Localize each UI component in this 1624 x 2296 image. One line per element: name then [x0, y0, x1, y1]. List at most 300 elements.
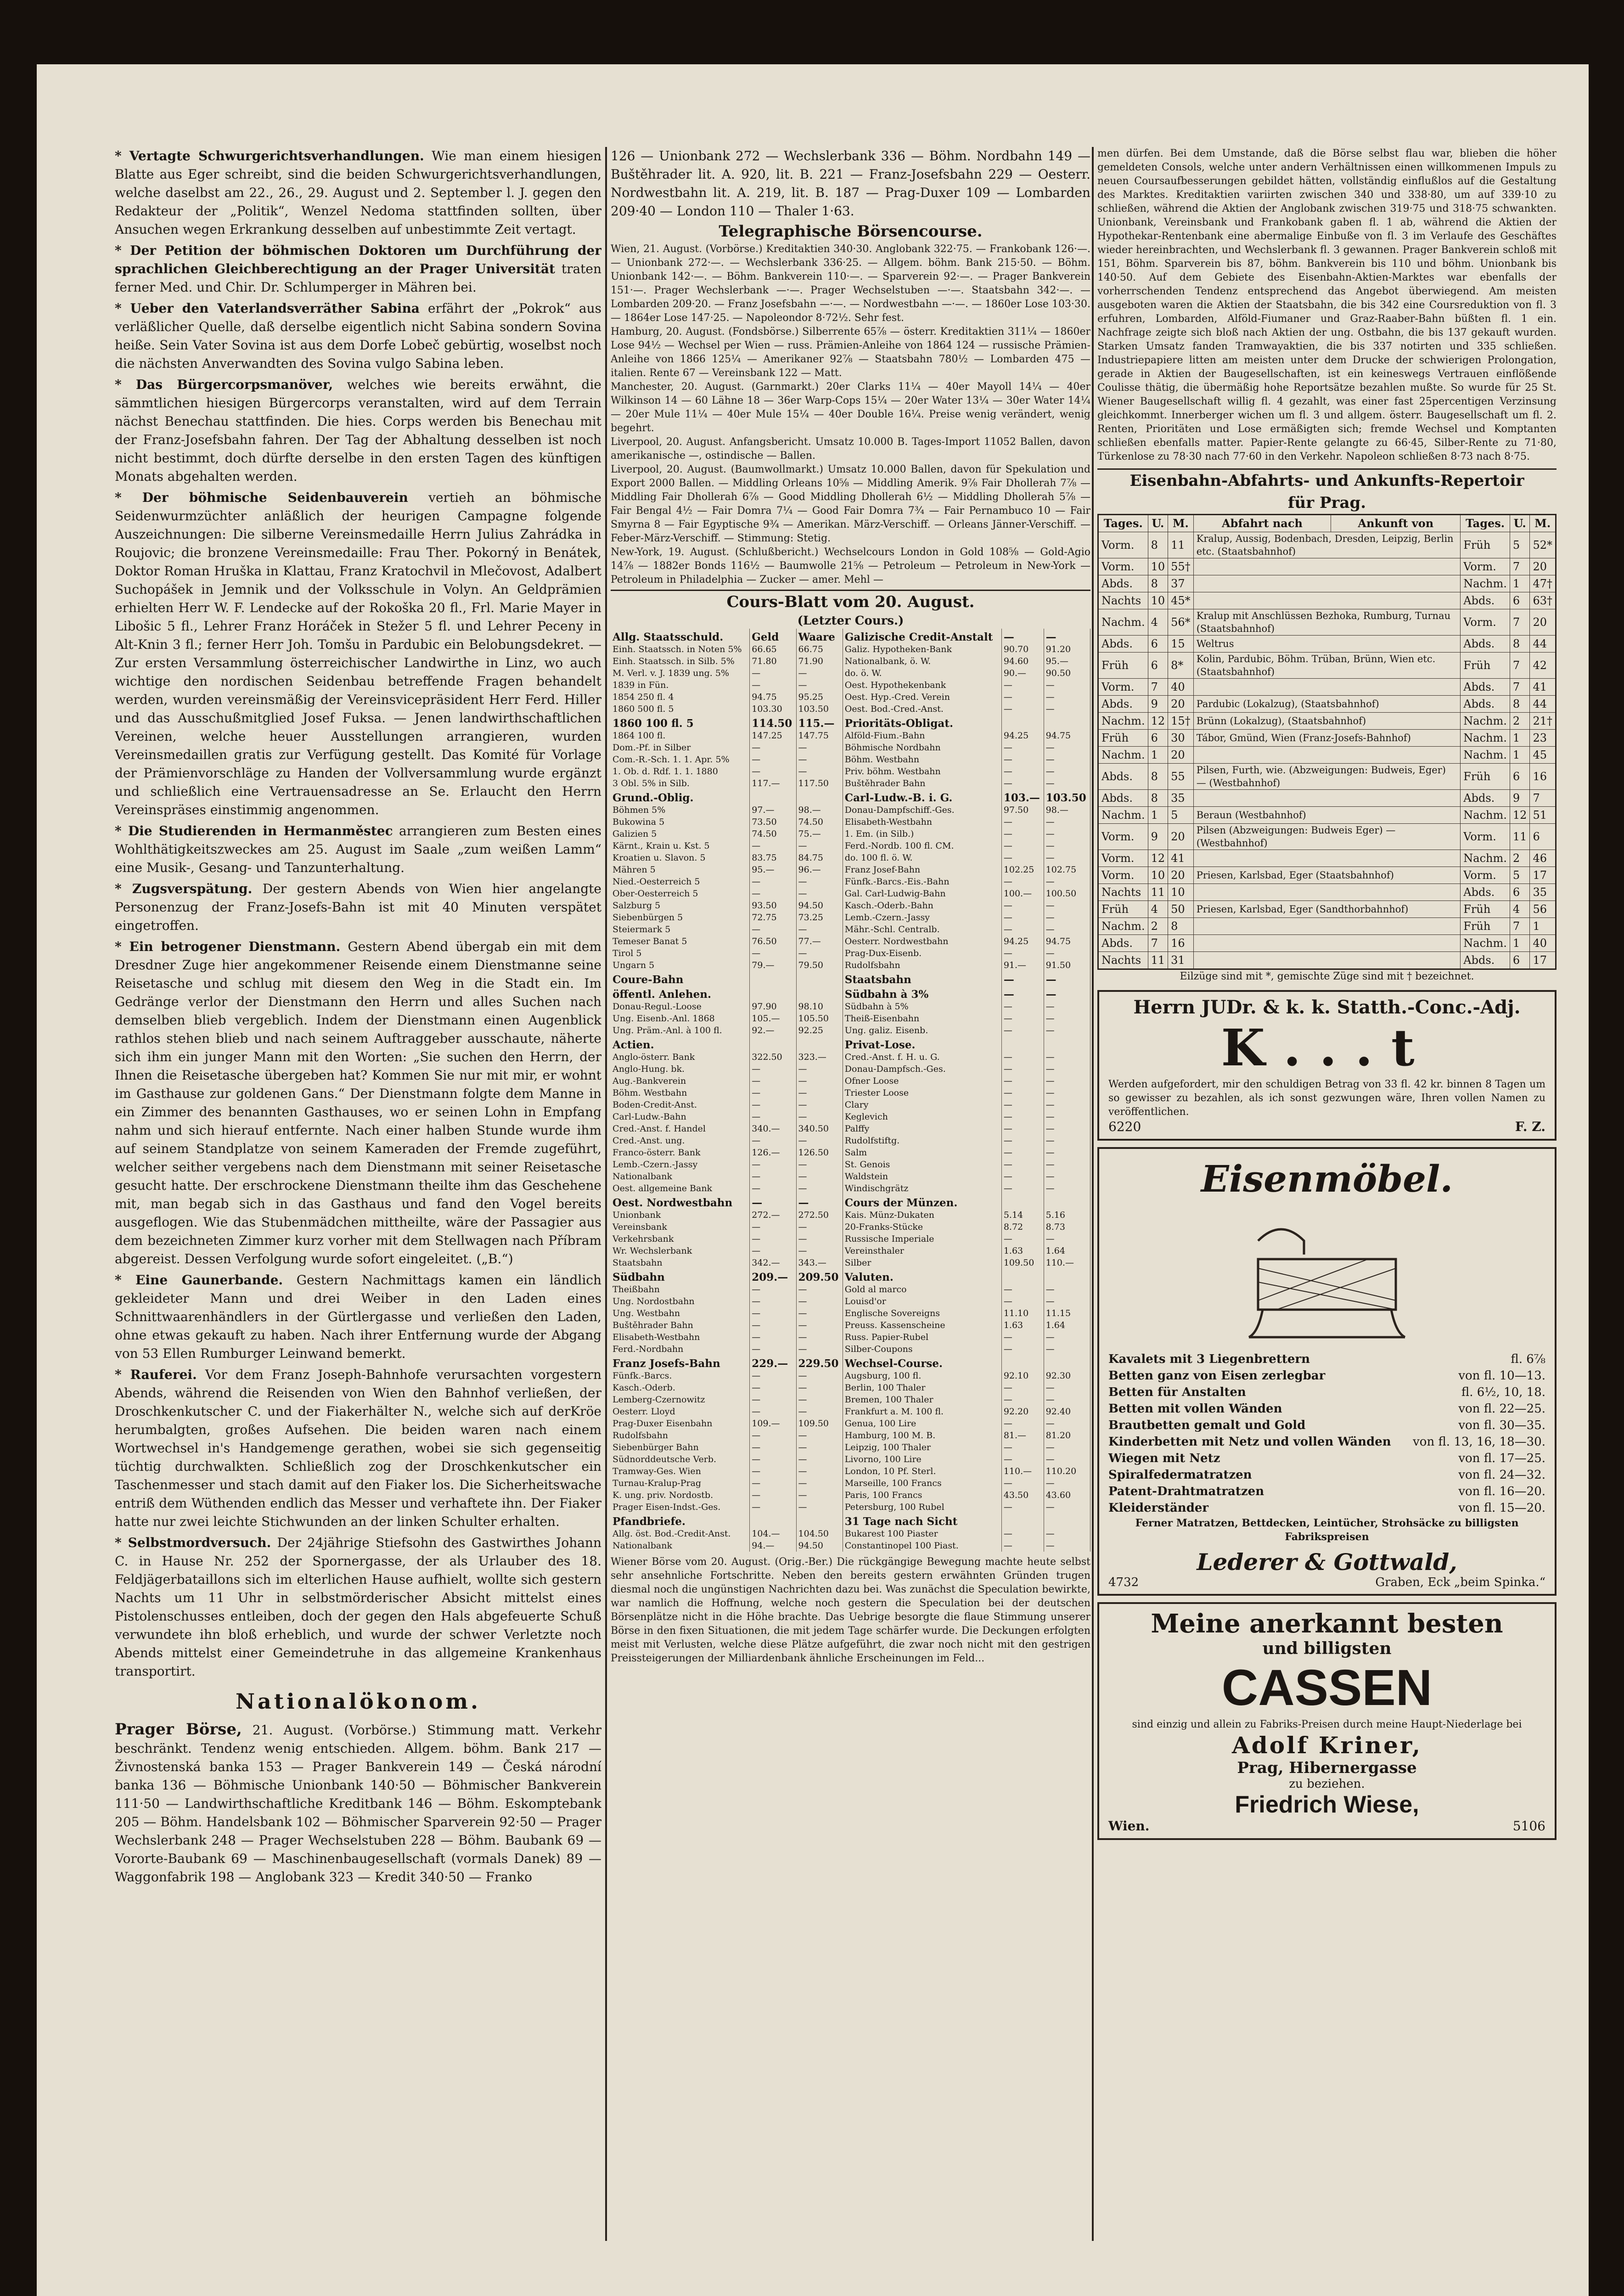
course-cell: —: [750, 1135, 796, 1147]
course-cell: Fünfk.-Barcs.-Eis.-Bahn: [843, 876, 1001, 888]
course-cell: —: [1044, 1159, 1090, 1171]
course-cell: Wechsel-Course.: [843, 1355, 1001, 1370]
timetable-header: Tages.: [1098, 515, 1148, 532]
course-cell: Lemb.-Czern.-Jassy: [843, 912, 1001, 923]
course-cell: Englische Sovereigns: [843, 1307, 1001, 1319]
course-cell: —: [1001, 1051, 1044, 1063]
course-cell: Actien.: [611, 1036, 750, 1051]
course-cell: Rudolfstiftg.: [843, 1135, 1001, 1147]
course-cell: Kais. Münz-Dukaten: [843, 1209, 1001, 1221]
course-cell: —: [1044, 1477, 1090, 1489]
news-item: [115, 822, 601, 877]
timetable-cell: 12: [1148, 850, 1168, 867]
course-cell: —: [1001, 1135, 1044, 1147]
timetable-row: [1098, 575, 1556, 592]
course-cell: [750, 971, 796, 986]
course-cell: 229.—: [750, 1355, 796, 1370]
course-cell: —: [796, 1343, 843, 1355]
timetable-cell: 6: [1148, 636, 1168, 653]
course-cell: —: [1001, 1501, 1044, 1513]
ad-number: 5106: [1512, 1818, 1545, 1834]
boerse-text: 21. August. (Vorbörse.) Stimmung matt. Verkehr beschränkt. Tendenz wenig entschieden. Allgem. böhm. Bank 217 — Živnostenská banka 153 — Prager Bankverein 149 — Česká národní banka 136 — Böhmische Unionbank 140·50 — Böhmischer Bankverein 111·50 — Landwirthschaftliche Kreditbank 146 — Böhm. Eskomptebank 205 — Böhm. Handelsbank 102 — Böhmischer Sparverein 92·50 — Prager Wechslerbank 248 — Prager Wechselstuben 228 — Böhm. Baubank 69 — Vororte-Baubank 69 — Maschinenbaugesellschaft (vormals Danek) 89 — Waggonfabrik 198 — Anglobank 323 — Kredit 340·50 — Franko: [115, 1722, 601, 1885]
course-cell: 94.25: [1001, 730, 1044, 742]
price-label: Spiralfedermatratzen: [1108, 1468, 1252, 1482]
course-cell: —: [750, 1245, 796, 1257]
timetable-cell: [1193, 790, 1461, 807]
course-cell: Prager Eisen-Indst.-Ges.: [611, 1501, 750, 1513]
course-cell: Steiermark 5: [611, 923, 750, 935]
timetable-cell: Kralup mit Anschlüssen Bezhoka, Rumburg, Turnau (Staatsbahnhof): [1193, 609, 1461, 636]
news-item-text: Gestern Abend übergab ein mit dem Dresdner Zuge hier angekommener Reisende einem Dienstmanne seine Reisetasche und schlug mit diesem den Weg in die Stadt ein. Im Gedränge verlor der Dienstmann den Herrn und alles Suchen nach demselben blieb vergeblich. Indem der Dienstmann einen Augenblick rathlos stehen blieb und nach seinem Auftraggeber ausschaute, näherte sich ihm ein junger Mann mit den Worten: „Sie suchen den Herrn, der Ihnen die Reisetasche übergeben hat? Kommen Sie nur mit mir, er wohnt im Gasthause zur goldenen Gans.“ Der Dienstmann folgte dem Manne in ein Zimmer des benannten Gasthauses, wo er seinen Lohn in Empfang nahm und sich hierauf entfernte. Nach einer halben Stunde wurde ihm auf seinem Standplatze von seinem Kameraden der Fremde zugeführt, welcher seither vergebens nach dem Dienstmann mit seiner Reisetasche gesucht hatte. Der erschrockene Dienstmann theilte ihm das Geschehene mit, man begab sich in das Gasthaus und fand den Vogel bereits ausgeflogen. Wie das Stubenmädchen mittheilte, wäre der Passagier aus dem bezeichneten Zimmer kurz vorher mit dem Stellwagen nach Příbram abgereist. Dessen Verfolgung wurde sofort eingeleitet. („B.“): [115, 939, 601, 1266]
price-row: [1108, 1384, 1545, 1401]
course-cell: 1860 100 fl. 5: [611, 715, 750, 730]
course-cell: 98.—: [796, 804, 843, 816]
ad-address: zu beziehen.: [1289, 1777, 1365, 1791]
timetable-cell: Vorm.: [1098, 867, 1148, 884]
news-item-title: * Eine Gaunerbande.: [115, 1272, 283, 1288]
course-row: [611, 828, 1090, 840]
course-cell: Kasch.-Oderb.-Bahn: [843, 900, 1001, 912]
course-cell: —: [1044, 1051, 1090, 1063]
timetable-note: Eilzüge sind mit *, gemischte Züge sind mit † bezeichnet.: [1180, 971, 1474, 982]
course-cell: 1854 250 fl. 4: [611, 691, 750, 703]
course-cell: —: [1044, 1233, 1090, 1245]
course-cell: Cred.-Anst. ung.: [611, 1135, 750, 1147]
timetable-cell: 40: [1530, 935, 1556, 952]
news-item-text: welches wie bereits erwähnt, die sämmtlichen hiesigen Bürgercorps veranstalten, wird auf dem Terrain nächst Benechau stattfinden. Die hies. Corps werden bis Benechau mit der Franz-Josefsbahn fahren. Der Tag der Abhaltung desselben ist noch nicht bestimmt, doch dürfte derselbe in den ersten Tagen des künftigen Monats abgehalten werden.: [115, 377, 601, 484]
timetable-row: [1098, 918, 1556, 935]
timetable-cell: Nachts: [1098, 952, 1148, 969]
course-cell: —: [750, 888, 796, 900]
article-text: men dürfen. Bei dem Umstande, daß die Börse selbst flau war, blieben die höher gemeldeten Consols, welche unter andern Verhältnissen einen willkommenen Impuls zu neuen Coursaufbesserungen gebildet hätten, vollständig einflußlos auf die Gestaltung des Marktes. Kreditaktien variirten zwischen 340 und 338·80, um auf 339·10 zu schließen, während die Aktien der Anglobank zwischen 319·75 und 318·75 schwankten. Unionbank, Vereinsbank und Frankobank gaben fl. 1 ab, während die Aktien der Hypothekar-Rentenbank eine abermalige Einbuße von fl. 3 im Verlaufe des Geschäftes wieder hereinbrachten, und Wechslerbank fl. 3 gewannen. Prager Bankverein schloß mit 151, Böhm. Sparverein bis 87, böhm. Bankverein bis 110 und böhm. Unionbank bis 140·50. Auf dem Gebiete des Eisenbahn-Aktien-Marktes war ebenfalls der vorherrschenden Tendenz entsprechend das Angebot überwiegend. Am meisten ausgeboten waren die Aktien der Staatsbahn, die bis 342 eine Coursreduktion von fl. 3 erfuhren, Lombarden, Alföld-Fiumaner und Graz-Raaber-Bahn büßten fl. 1 ein. Nachfrage zeigte sich bloß nach Aktien der ung. Ostbahn, die bis 137 gekauft wurden. Starken Umsatz fanden Tramwayaktien, die bis 337 notirten und 335 schließen. Industriepapiere litten am meisten unter dem Drucke der schwierigen Prolongation, gerade in Aktien der Baugesellschaften, ist ein keineswegs Vertrauen einflößende Coulisse thätig, die übermäßig hohe Reportsätze bezahlen mußte. So wurde für 25 St. Wiener Baugesellschaft willig fl. 4 gezahlt, was einer fast 25percentigen Verzinsung gleichkommt. Innerberger wichen um fl. 3 und allgem. österr. Baugesellschaft um fl. 2. Renten, Prioritäten und Lose ermäßigten sich; fremde Wechsel und Komptanten schließen ebenfalls matter. Papier-Rente gelangte zu 66·45, Silber-Rente zu 71·80, Türkenlose zu 78·30 nach 77·60 in den Verkehr. Napoleon schließen 8·73 nach 8·75.: [1097, 148, 1557, 462]
course-cell: Ferd.-Nordb. 100 fl. CM.: [843, 840, 1001, 852]
timetable-cell: 21†: [1530, 713, 1556, 730]
course-cell: —: [1044, 1111, 1090, 1123]
timetable-cell: 5: [1168, 807, 1194, 824]
course-cell: Cred.-Anst. f. Handel: [611, 1123, 750, 1135]
course-cell: —: [796, 1331, 843, 1343]
course-cell: —: [1044, 971, 1090, 986]
course-cell: —: [1001, 923, 1044, 935]
course-cell: —: [1044, 1394, 1090, 1406]
course-cell: —: [750, 742, 796, 754]
course-cell: 5.14: [1001, 1209, 1044, 1221]
news-item-text: Der gestern Abends von Wien hier angelangte Personenzug der Franz-Josefs-Bahn ist mit 40 Minuten verspätet eingetroffen.: [115, 881, 601, 933]
course-cell: —: [1044, 1441, 1090, 1453]
timetable-cell: 16: [1530, 764, 1556, 790]
course-row: [611, 789, 1090, 804]
timetable-cell: 2: [1148, 918, 1168, 935]
course-cell: 91.—: [1001, 959, 1044, 971]
timetable-cell: 7: [1510, 558, 1530, 575]
course-cell: —: [750, 1370, 796, 1382]
course-cell: 103.50: [796, 703, 843, 715]
course-cell: 115.—: [796, 715, 843, 730]
course-cell: —: [1044, 629, 1090, 643]
course-row: [611, 1111, 1090, 1123]
ad-big-word: CASSEN: [1221, 1660, 1433, 1716]
course-row: [611, 655, 1090, 667]
course-cell: —: [1044, 1453, 1090, 1465]
course-cell: —: [750, 1194, 796, 1209]
price-value: fl. 6½, 10, 18.: [1461, 1385, 1545, 1399]
course-cell: 100.—: [1001, 888, 1044, 900]
course-cell: —: [1044, 900, 1090, 912]
course-cell: —: [1044, 742, 1090, 754]
course-cell: [1044, 1513, 1090, 1528]
course-row: [611, 1406, 1090, 1418]
course-cell: —: [796, 876, 843, 888]
timetable-cell: 1: [1148, 807, 1168, 824]
course-row: [611, 703, 1090, 715]
news-item: [115, 299, 601, 373]
course-cell: Donau-Regul.-Loose: [611, 1001, 750, 1013]
course-cell: —: [750, 1159, 796, 1171]
timetable-cell: Pardubic (Lokalzug), (Staatsbahnhof): [1193, 696, 1461, 713]
course-cell: do. ö. W.: [843, 667, 1001, 679]
course-cell: 94.50: [796, 1540, 843, 1552]
price-value: von fl. 22—25.: [1458, 1402, 1545, 1416]
timetable-row: [1098, 609, 1556, 636]
price-value: von fl. 24—32.: [1458, 1468, 1545, 1482]
course-cell: —: [1001, 679, 1044, 691]
timetable-cell: 20: [1168, 747, 1194, 764]
course-cell: —: [1001, 1171, 1044, 1182]
price-row: [1108, 1401, 1545, 1417]
course-cell: Oest. Hyp.-Cred. Verein: [843, 691, 1001, 703]
course-cell: K. ung. priv. Nordostb.: [611, 1489, 750, 1501]
course-cell: —: [1044, 852, 1090, 864]
course-cell: Leipzig, 100 Thaler: [843, 1441, 1001, 1453]
course-cell: Galizien 5: [611, 828, 750, 840]
timetable-row: [1098, 747, 1556, 764]
course-cell: —: [750, 1465, 796, 1477]
timetable-cell: 11: [1148, 884, 1168, 901]
timetable-row: [1098, 935, 1556, 952]
price-row: [1108, 1351, 1545, 1367]
course-cell: —: [1044, 1382, 1090, 1394]
course-cell: —: [796, 1465, 843, 1477]
course-cell: —: [796, 1111, 843, 1123]
course-cell: Oest. Nordwestbahn: [611, 1194, 750, 1209]
timetable-cell: 4: [1148, 609, 1168, 636]
crib-illustration: [1108, 1213, 1545, 1342]
course-cell: do. 100 fl. ö. W.: [843, 852, 1001, 864]
course-cell: —: [796, 1489, 843, 1501]
news-item: [115, 1366, 601, 1531]
course-cell: —: [750, 1221, 796, 1233]
timetable-cell: Priesen, Karlsbad, Eger (Sandthorbahnhof): [1193, 901, 1461, 918]
ad-number: 6220: [1108, 1119, 1141, 1134]
coursblatt-title: Cours-Blatt vom 20. August.: [611, 590, 1090, 613]
newspaper-page: [37, 64, 1589, 2296]
ad-text: Werden aufgefordert, mir den schuldigen Betrag von 33 fl. 42 kr. binnen 8 Tagen um so gewisser zu bezahlen, als ich sonst gezwungen wäre, Ihren vollen Namen zu veröffentlichen.: [1108, 1079, 1545, 1118]
timetable-cell: 7: [1510, 653, 1530, 679]
course-cell: —: [796, 1429, 843, 1441]
timetable-cell: Vorm.: [1098, 850, 1148, 867]
course-cell: —: [1044, 1171, 1090, 1182]
ad-number: 4732: [1108, 1576, 1139, 1589]
course-row: [611, 765, 1090, 777]
timetable-cell: Nachm.: [1461, 935, 1510, 952]
course-cell: —: [1044, 1135, 1090, 1147]
course-cell: Prag-Duxer Eisenbahn: [611, 1418, 750, 1429]
timetable-header: Tages.: [1461, 515, 1510, 532]
course-cell: —: [750, 1382, 796, 1394]
course-cell: Wr. Wechslerbank: [611, 1245, 750, 1257]
course-cell: —: [1044, 1343, 1090, 1355]
course-cell: [1044, 715, 1090, 730]
course-row: [611, 1453, 1090, 1465]
section-heading: Telegraphische Börsencourse.: [719, 222, 983, 241]
course-cell: 100.50: [1044, 888, 1090, 900]
course-cell: —: [1044, 912, 1090, 923]
timetable-cell: Kolin, Pardubic, Böhm. Trüban, Brünn, Wien etc. (Staatsbahnhof): [1193, 653, 1461, 679]
course-cell: 1.64: [1044, 1319, 1090, 1331]
column-stock-exchange: [611, 147, 1090, 2241]
course-cell: [750, 1513, 796, 1528]
course-cell: Franz Josef-Bahn: [843, 864, 1001, 876]
timetable-header: M.: [1168, 515, 1194, 532]
course-cell: —: [1001, 971, 1044, 986]
course-cell: —: [1044, 840, 1090, 852]
course-row: [611, 1441, 1090, 1453]
course-cell: [796, 986, 843, 1001]
timetable-cell: Nachm.: [1098, 713, 1148, 730]
timetable-cell: Früh: [1098, 730, 1148, 747]
course-row: [611, 1194, 1090, 1209]
course-cell: Marseille, 100 Francs: [843, 1477, 1001, 1489]
course-cell: 73.50: [750, 816, 796, 828]
course-row: [611, 888, 1090, 900]
timetable-cell: 4: [1148, 901, 1168, 918]
news-item-text: Gestern Nachmittags kamen ein ländlich gekleideter Mann und drei Weiber in den Laden eines Schnittwaarenhändlers in der Gürtlergasse und verließen den Laden, ohne etwas gekauft zu haben. Nach ihrer Entfernung wurde der Abgang von 53 Ellen Rumburger Leinwand bemerkt.: [115, 1272, 601, 1361]
timetable-cell: Abds.: [1098, 575, 1148, 592]
course-cell: M. Verl. v. J. 1839 ung. 5%: [611, 667, 750, 679]
course-cell: 343.—: [796, 1257, 843, 1269]
course-cell: —: [796, 1319, 843, 1331]
course-cell: [1001, 1194, 1044, 1209]
timetable-cell: 2: [1510, 713, 1530, 730]
timetable-cell: 8: [1148, 575, 1168, 592]
timetable-cell: Nachts: [1098, 592, 1148, 609]
course-cell: —: [796, 1370, 843, 1382]
article-text: Liverpool, 20. August. Anfangsbericht. Umsatz 10.000 B. Tages-Import 11052 Ballen, davon amerikanische —, ostindische — Ballen.: [611, 436, 1090, 461]
course-cell: 109.50: [1001, 1257, 1044, 1269]
timetable-cell: 8: [1148, 532, 1168, 558]
course-cell: —: [796, 1087, 843, 1099]
course-cell: —: [1001, 1099, 1044, 1111]
course-cell: 3 Obl. 5% in Silb.: [611, 777, 750, 789]
course-cell: Staatsbahn: [611, 1257, 750, 1269]
course-row: [611, 1319, 1090, 1331]
timetable-cell: 7: [1510, 609, 1530, 636]
course-cell: Ung. Präm.-Anl. à 100 fl.: [611, 1024, 750, 1036]
timetable-cell: Vorm.: [1461, 558, 1510, 575]
course-cell: —: [796, 947, 843, 959]
timetable-row: [1098, 532, 1556, 558]
course-row: [611, 1429, 1090, 1441]
course-cell: —: [1001, 1453, 1044, 1465]
course-cell: Russische Imperiale: [843, 1233, 1001, 1245]
course-row: [611, 1024, 1090, 1036]
safes-ad: [1097, 1602, 1557, 1840]
course-cell: —: [1001, 1087, 1044, 1099]
timetable-cell: Weltrus: [1193, 636, 1461, 653]
course-cell: —: [796, 1295, 843, 1307]
course-cell: —: [1044, 1283, 1090, 1295]
course-cell: Lemb.-Czern.-Jassy: [611, 1159, 750, 1171]
course-cell: Südbahn: [611, 1269, 750, 1283]
course-cell: 1. Em. (in Silb.): [843, 828, 1001, 840]
timetable-cell: 8: [1148, 764, 1168, 790]
course-cell: 98.—: [1044, 804, 1090, 816]
timetable-cell: 7: [1530, 790, 1556, 807]
timetable-cell: Nachm.: [1098, 807, 1148, 824]
course-cell: Oesterr. Nordwestbahn: [843, 935, 1001, 947]
course-cell: 105.—: [750, 1013, 796, 1024]
course-cell: Waare: [796, 629, 843, 643]
course-cell: Temeser Banat 5: [611, 935, 750, 947]
news-item-title: * Selbstmordversuch.: [115, 1535, 271, 1550]
timetable-cell: 8: [1168, 918, 1194, 935]
news-item-text: Wie man einem hiesigen Blatte aus Eger schreibt, sind die beiden Schwurgerichtsverhandlungen, welche daselbst am 22., 26., 29. August und 2. September l. J. gegen den Redakteur der „Politik“, Wenzel Nedoma stattfinden sollten, über Ansuchen wegen Erkrankung desselben auf unbestimmte Zeit vertagt.: [115, 148, 601, 237]
course-cell: —: [750, 1307, 796, 1319]
course-row: [611, 1418, 1090, 1429]
timetable-cell: [1193, 592, 1461, 609]
course-cell: 94.25: [1001, 935, 1044, 947]
course-cell: Bukarest 100 Piaster: [843, 1528, 1001, 1540]
course-cell: —: [796, 1501, 843, 1513]
course-cell: [1044, 1036, 1090, 1051]
course-cell: Palffy: [843, 1123, 1001, 1135]
course-cell: —: [1001, 1283, 1044, 1295]
course-cell: —: [750, 1394, 796, 1406]
course-cell: Rudolfsbahn: [611, 1429, 750, 1441]
course-cell: —: [1001, 1394, 1044, 1406]
course-cell: —: [796, 679, 843, 691]
course-row: [611, 1540, 1090, 1552]
course-cell: —: [796, 1135, 843, 1147]
course-row: [611, 864, 1090, 876]
course-cell: Oest. allgemeine Bank: [611, 1182, 750, 1194]
timetable-cell: [1193, 884, 1461, 901]
course-cell: 147.25: [750, 730, 796, 742]
news-item-text: Vor dem Franz Joseph-Bahnhofe verursachten vorgestern Abends, während die Reisenden von Wien den Bahnhof verließen, der Droschkenkutscher C. und der Fiakerhälter N., welche sich auf derKröe herumbalgten, großes Aufsehen. Die beiden waren nach einem Wortwechsel in's Handgemenge gerathen, wobei sie sich gegenseitig tüchtig durchwalkten. Schließlich zog der Droschkenkutscher ein Taschenmesser und stach damit auf den Fiaker los. Die Sicherheitswache entriß dem Wüthenden endlich das Messer und verhaftete ihn. Der Fiaker hatte nur zwei leichte Stichwunden an der linken Schulter erhalten.: [115, 1367, 601, 1529]
news-item-title: * Der böhmische Seidenbauverein: [115, 490, 408, 505]
timetable-cell: 10: [1148, 592, 1168, 609]
course-cell: 92.—: [750, 1024, 796, 1036]
course-row: [611, 1147, 1090, 1159]
timetable-cell: Nachm.: [1461, 850, 1510, 867]
course-cell: St. Genois: [843, 1159, 1001, 1171]
timetable-cell: 6: [1510, 884, 1530, 901]
timetable-cell: Abds.: [1461, 696, 1510, 713]
course-cell: —: [750, 765, 796, 777]
ad-line: und billigsten: [1262, 1639, 1392, 1658]
timetable-cell: 9: [1510, 790, 1530, 807]
course-row: [611, 1331, 1090, 1343]
course-cell: 5.16: [1044, 1209, 1090, 1221]
price-row: [1108, 1367, 1545, 1384]
course-cell: Cours der Münzen.: [843, 1194, 1001, 1209]
timetable-cell: Früh: [1461, 764, 1510, 790]
course-cell: —: [1044, 1501, 1090, 1513]
course-cell: Galiz. Hypotheken-Bank: [843, 643, 1001, 655]
course-cell: 94.—: [750, 1540, 796, 1552]
timetable-cell: 7: [1148, 679, 1168, 696]
price-label: Wiegen mit Netz: [1108, 1452, 1220, 1465]
price-row: [1108, 1500, 1545, 1516]
course-cell: 117.—: [750, 777, 796, 789]
course-cell: —: [796, 923, 843, 935]
course-cell: 94.60: [1001, 655, 1044, 667]
course-row: [611, 959, 1090, 971]
news-item-text: vertieh an böhmische Seidenwurmzüchter anläßlich der heurigen Campagne folgende Auszeichnungen: Die silberne Vereinsmedaille Herrn Julius Zahrádka in Roujovic; die bronzene Vereinsmedaille: Frau Ther. Pokorný in Benátek, Doktor Roman Hruška in Klattau, Franz Kratochvil in Mlečovost, Adalbert Suchopášek in Jemnik und der Volksschule in Volyn. An Geldprämien erhielten Herr W. F. Lendecke auf der Rokoška 20 fl., Frl. Marie Mayer in Libošic 5 fl., Lehrer Franz Horáček in Stežer 5 fl. und Lehrer Peceny in Alt-Knin 3 fl.; ferner Herr Joh. Tomšu in Pardubic ein Belobungsdekret. — Zur ersten Versammlung österreichischer Landwirthe in Linz, wo auch wichtige den nordischen Seidenbau betreffende Fragen behandelt werden, wurden vereinsmäßig der Vereinsvicepräsident Herr Ferd. Hiller und das Ausschußmitglied Josef Fuksa. — Jenen landwirthschaftlichen Vereinen, welche heuer Ausstellungen arrangieren, wurden Vereinsmedaillen gratis zur Verfügung gestellt. Das Komité für Vorlage der Prämienvorschläge zu Handen der Vollversammlung wurde ergänzt und schließlich eine Vertrauensadresse an Se. Erlaucht den Herrn Vereinspräses einstimmig angenommen.: [115, 490, 601, 817]
course-cell: —: [1044, 1123, 1090, 1135]
course-row: [611, 816, 1090, 828]
course-cell: Prioritäts-Obligat.: [843, 715, 1001, 730]
course-cell: Petersburg, 100 Rubel: [843, 1501, 1001, 1513]
course-row: [611, 1382, 1090, 1394]
course-cell: —: [796, 1477, 843, 1489]
timetable-cell: Abds.: [1461, 636, 1510, 653]
timetable-row: [1098, 790, 1556, 807]
timetable-cell: Abds.: [1461, 592, 1510, 609]
course-cell: 11.15: [1044, 1307, 1090, 1319]
timetable-cell: 5: [1510, 867, 1530, 884]
timetable-cell: Früh: [1461, 653, 1510, 679]
course-cell: 103.—: [1001, 789, 1044, 804]
course-cell: —: [1001, 1001, 1044, 1013]
course-cell: —: [750, 1501, 796, 1513]
timetable-cell: 20: [1530, 609, 1556, 636]
timetable-row: [1098, 901, 1556, 918]
course-cell: 102.25: [1001, 864, 1044, 876]
course-row: [611, 986, 1090, 1001]
timetable-cell: Pilsen (Abzweigungen: Budweis Eger) — (Westbahnhof): [1193, 824, 1461, 850]
timetable-cell: 10: [1168, 884, 1194, 901]
course-cell: 75.—: [796, 828, 843, 840]
course-cell: —: [1044, 765, 1090, 777]
price-label: Kinderbetten mit Netz und vollen Wänden: [1108, 1435, 1391, 1449]
timetable-cell: Nachm.: [1461, 807, 1510, 824]
timetable-cell: Vorm.: [1098, 558, 1148, 575]
course-cell: —: [750, 1319, 796, 1331]
course-cell: 71.80: [750, 655, 796, 667]
course-row: [611, 754, 1090, 765]
article-text: 126 — Unionbank 272 — Wechslerbank 336 — Böhm. Nordbahn 149 — Buštěhrader lit. A. 920, lit. B. 221 — Franz-Josefsbahn 229 — Oesterr. Nordwestbahn lit. A. 219, lit. B. 187 — Prag-Duxer 109 — Lombarden 209·40 — London 110 — Thaler 1·63.: [611, 148, 1090, 219]
course-cell: —: [750, 1099, 796, 1111]
course-cell: Ober-Oesterreich 5: [611, 888, 750, 900]
course-cell: —: [796, 1221, 843, 1233]
course-cell: —: [1001, 1182, 1044, 1194]
timetable-row: [1098, 764, 1556, 790]
news-item: [115, 938, 601, 1268]
course-cell: 81.20: [1044, 1429, 1090, 1441]
price-label: Betten ganz von Eisen zerlegbar: [1108, 1369, 1326, 1383]
course-cell: 8.72: [1001, 1221, 1044, 1233]
course-cell: —: [796, 1307, 843, 1319]
course-cell: Grund.-Oblig.: [611, 789, 750, 804]
timetable-cell: 45*: [1168, 592, 1194, 609]
price-value: fl. 6⅞: [1511, 1352, 1545, 1366]
course-row: [611, 1501, 1090, 1513]
timetable-cell: 16: [1168, 935, 1194, 952]
course-cell: Nationalbank: [611, 1540, 750, 1552]
course-cell: Clary: [843, 1099, 1001, 1111]
timetable-row: [1098, 636, 1556, 653]
